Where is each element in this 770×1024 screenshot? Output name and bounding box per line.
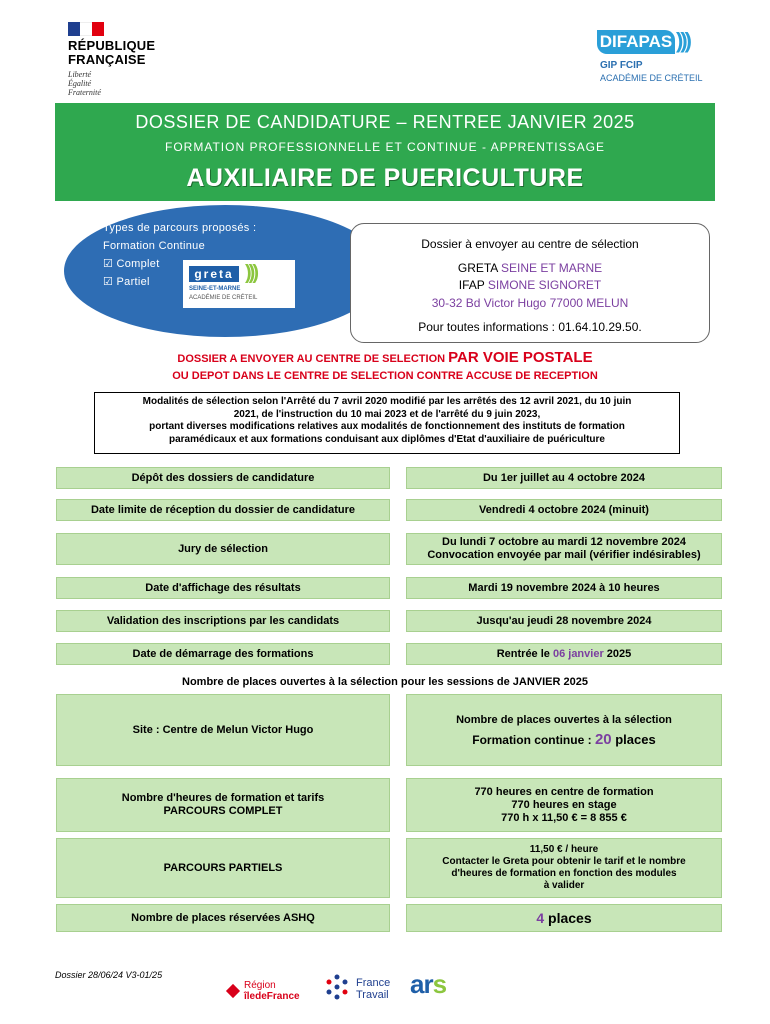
schedule-label-resultats: Date d'affichage des résultats [56, 577, 390, 599]
ars-logo: ars [410, 969, 447, 999]
difapas-academy: ACADÉMIE DE CRÉTEIL [600, 73, 703, 83]
parcours-type: Formation Continue [103, 240, 206, 252]
schedule-label-limite: Date limite de réception du dossier de candidature [56, 499, 390, 521]
center-greta: GRETA SEINE ET MARNE [457, 261, 603, 275]
rf-title: RÉPUBLIQUE FRANÇAISE [68, 38, 156, 67]
center-phone: Pour toutes informations : 01.64.10.29.50. [418, 320, 642, 334]
schedule-label-depot: Dépôt des dossiers de candidature [56, 467, 390, 489]
parcours-option-complet: ☑ Complet [103, 258, 160, 270]
republique-francaise-logo [68, 22, 104, 36]
difapas-arcs-icon: ))) [676, 28, 689, 53]
document-reference: Dossier 28/06/24 V3-01/25 [55, 970, 163, 980]
hours-label: Nombre d'heures de formation et tarifs PARCOURS COMPLET [56, 778, 390, 832]
difapas-subtitle: GIP FCIP [600, 60, 643, 71]
selection-center-box [350, 223, 710, 343]
france-travail-dots-icon [324, 974, 350, 1000]
parcours-heading: Types de parcours proposés : [103, 222, 257, 234]
difapas-logo: DIFAPAS [597, 30, 675, 54]
greta-arcs-icon: ))) [245, 262, 256, 284]
schedule-label-demarrage: Date de démarrage des formations [56, 643, 390, 665]
rf-motto: Liberté Égalité Fraternité [68, 70, 101, 97]
schedule-value-jury: Du lundi 7 octobre au mardi 12 novembre 2024 Convocation envoyée par mail (vérifier indésirables) [406, 533, 722, 565]
schedule-value-validation: Jusqu'au jeudi 28 novembre 2024 [406, 610, 722, 632]
hours-value: 770 heures en centre de formation 770 heures en stage 770 h x 11,50 € = 8 855 € [406, 778, 722, 832]
center-address: 30-32 Bd Victor Hugo 77000 MELUN [431, 296, 629, 310]
schedule-value-demarrage: Rentrée le 06 janvier 2025 [406, 643, 722, 665]
schedule-value-depot: Du 1er juillet au 4 octobre 2024 [406, 467, 722, 489]
modalites-box: Modalités de sélection selon l'Arrêté du 7 avril 2020 modifié par les arrêtés des 12 avril 2021, du 10 juin 2021, de l'instruction du 10 mai 2023 et de l'arrêté du 9 juin 2023, portant diverses modifications relatives aux modalités de fonctionnement des instituts de formation paramédicaux et aux formations conduisant aux diplômes d'Etat d'auxiliaire de puériculture [94, 392, 680, 454]
title-banner [55, 103, 715, 201]
partial-value: 11,50 € / heure Contacter le Greta pour obtenir le tarif et le nombre d'heures de formation en fonction des modules à valider [406, 838, 722, 898]
partial-label: PARCOURS PARTIELS [56, 838, 390, 898]
center-intro: Dossier à envoyer au centre de sélection [421, 237, 639, 251]
region-star-icon [226, 984, 240, 998]
banner-title: DOSSIER DE CANDIDATURE – RENTREE JANVIER 2025 [135, 112, 635, 132]
deposit-notice: OU DEPOT DANS LE CENTRE DE SELECTION CONTRE ACCUSE DE RECEPTION [172, 370, 598, 382]
center-ifap: IFAP SIMONE SIGNORET [458, 278, 602, 292]
places-section-title: Nombre de places ouvertes à la sélection pour les sessions de JANVIER 2025 [182, 676, 588, 688]
greta-logo: greta ))) SEINE-ET-MARNE ACADÉMIE DE CRÉTEIL [183, 260, 295, 308]
parcours-option-partiel: ☑ Partiel [103, 276, 150, 288]
postal-notice: DOSSIER A ENVOYER AU CENTRE DE SELECTION PAR VOIE POSTALE [177, 349, 593, 366]
schedule-label-validation: Validation des inscriptions par les candidats [56, 610, 390, 632]
schedule-label-jury: Jury de sélection [56, 533, 390, 565]
ashq-value: 4 places [406, 904, 722, 932]
program-title: AUXILIAIRE DE PUERICULTURE [186, 164, 584, 192]
ashq-label: Nombre de places réservées ASHQ [56, 904, 390, 932]
site-label: Site : Centre de Melun Victor Hugo [56, 694, 390, 766]
schedule-value-resultats: Mardi 19 novembre 2024 à 10 heures [406, 577, 722, 599]
schedule-value-limite: Vendredi 4 octobre 2024 (minuit) [406, 499, 722, 521]
banner-subtitle: FORMATION PROFESSIONNELLE ET CONTINUE - APPRENTISSAGE [165, 140, 605, 154]
site-places: Nombre de places ouvertes à la sélection Formation continue : 20 places [406, 694, 722, 766]
